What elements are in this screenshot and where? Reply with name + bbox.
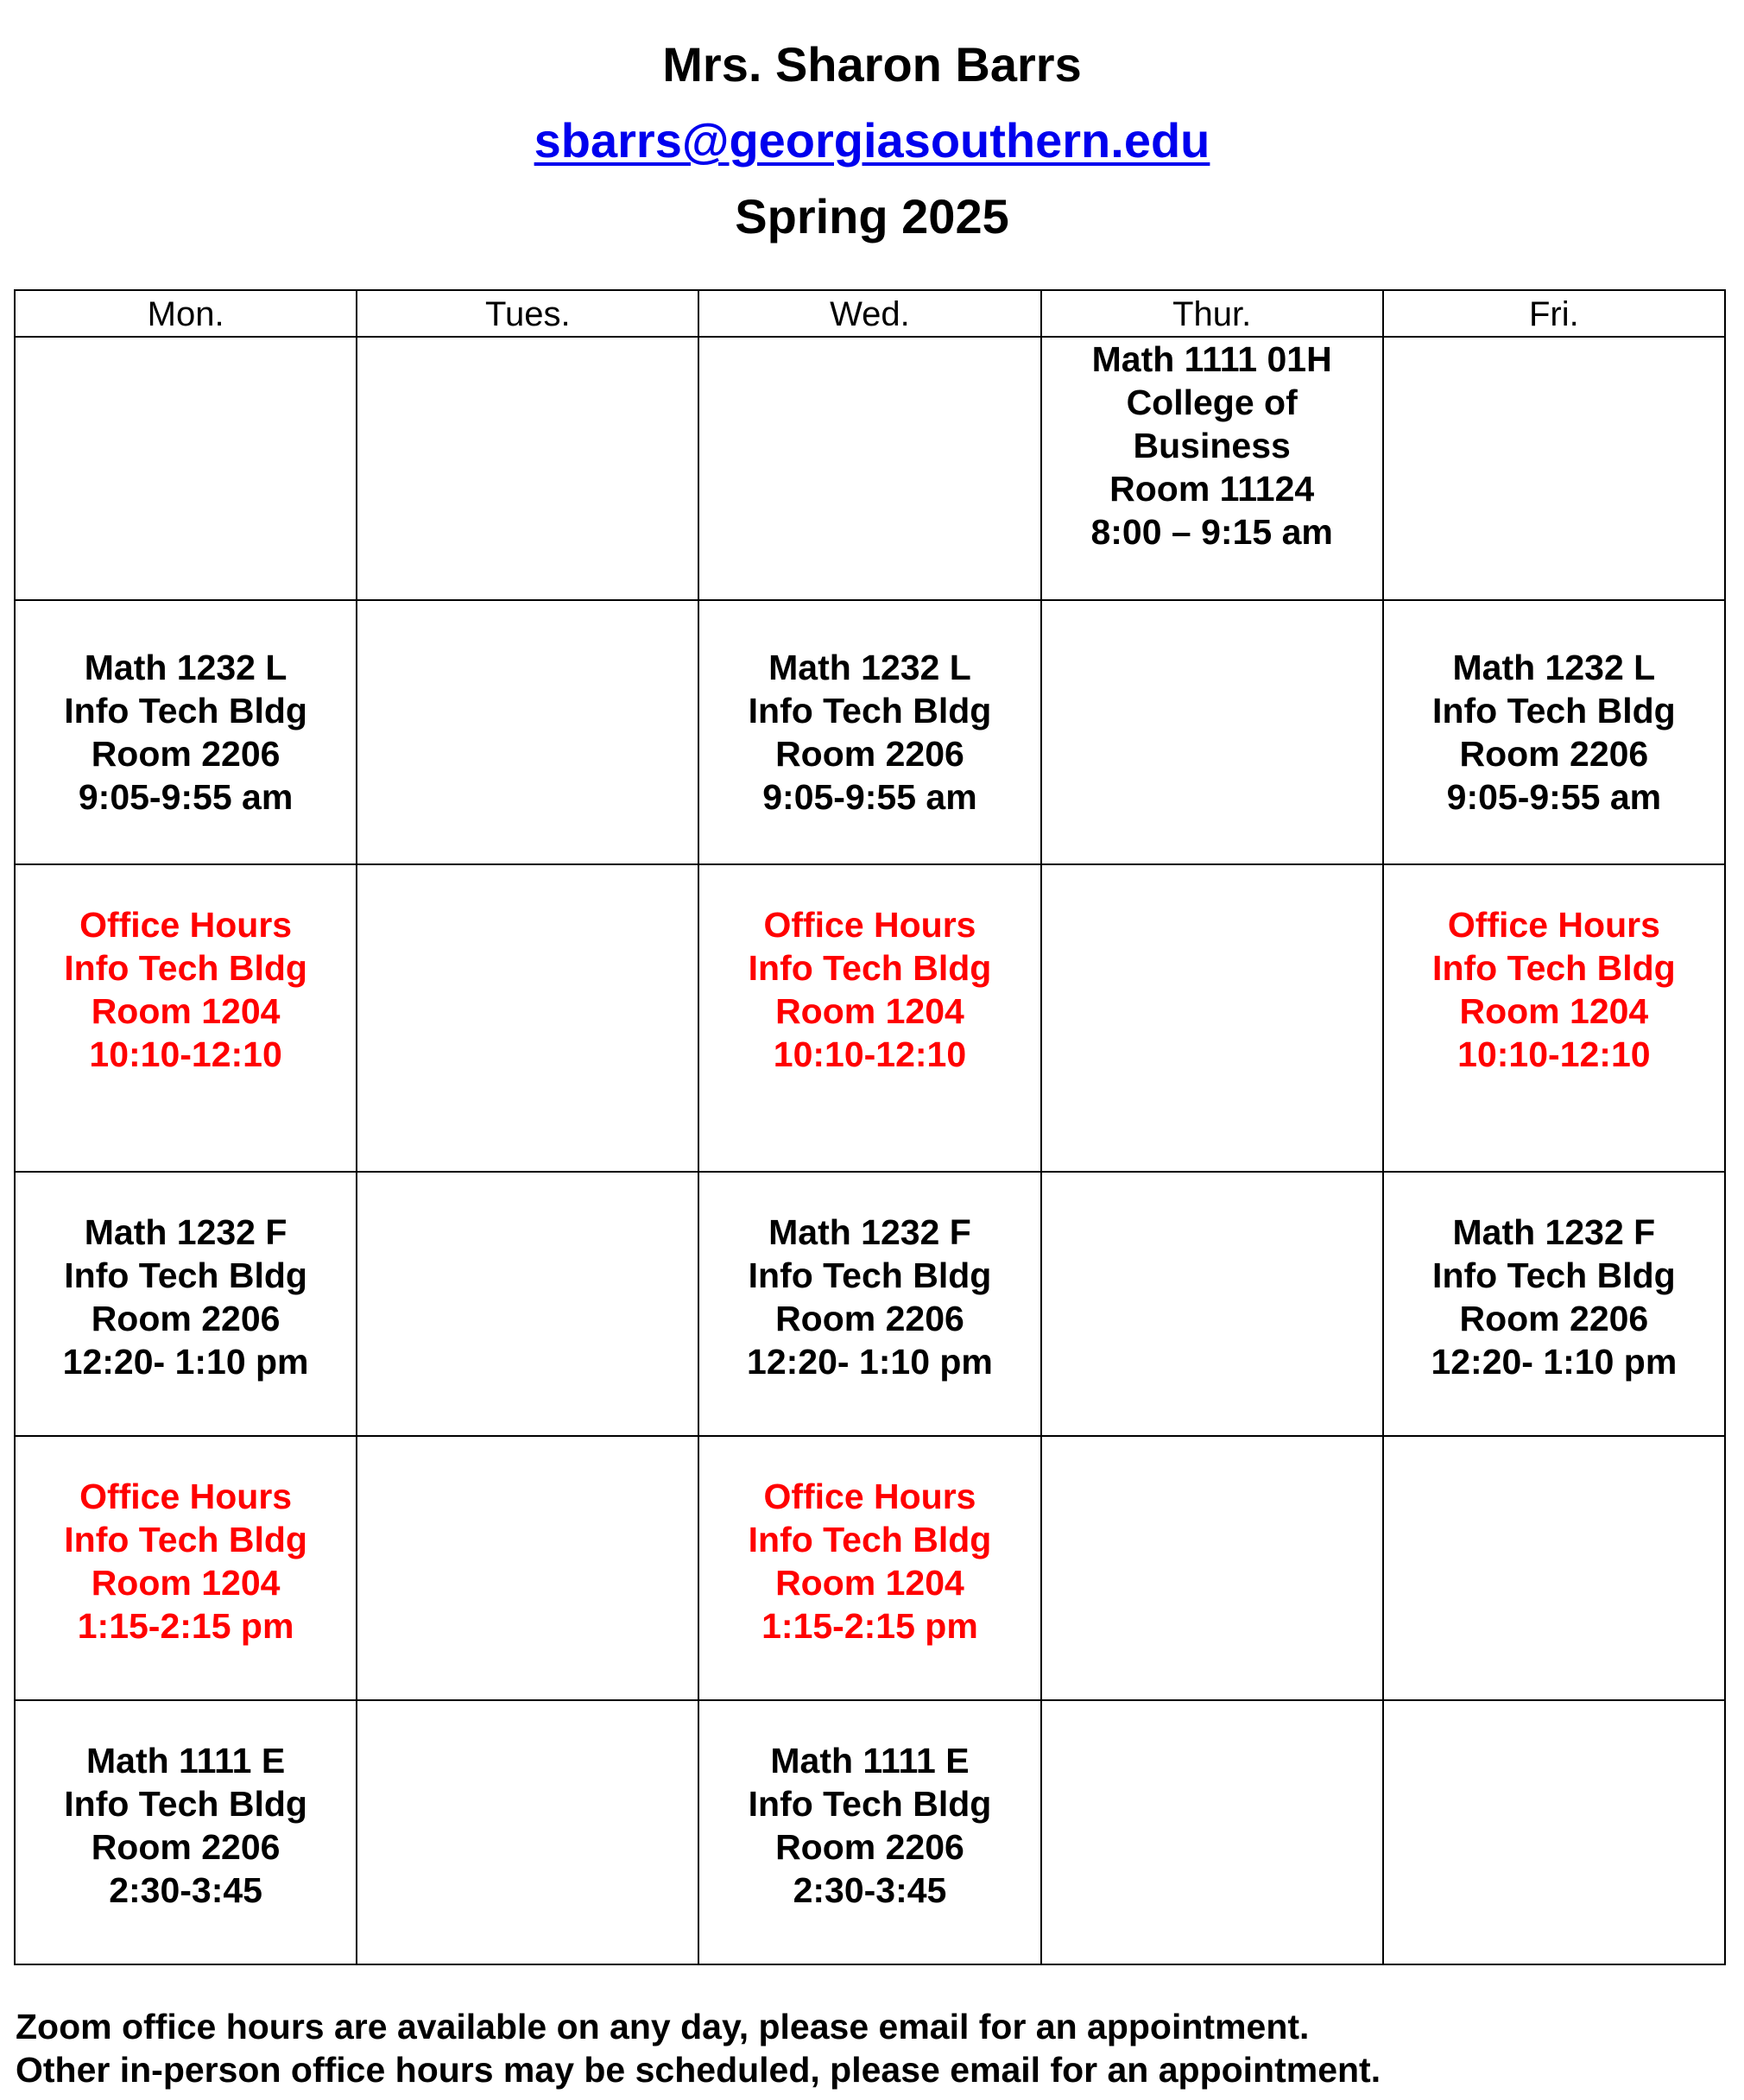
schedule-cell-fri <box>1383 864 1725 1172</box>
cell-line: Room 2206 <box>775 734 964 774</box>
cell-line: 2:30-3:45 <box>109 1870 262 1910</box>
cell-line: 9:05-9:55 am <box>762 777 977 817</box>
day-header-mon: Mon. <box>15 290 357 337</box>
instructor-name: Mrs. Sharon Barrs <box>662 37 1082 92</box>
schedule-cell-thur <box>1041 864 1383 1172</box>
cell-line: 10:10-12:10 <box>89 1034 282 1074</box>
cell-line: Info Tech Bldg <box>748 1784 992 1824</box>
class-block <box>1384 646 1724 819</box>
in-person-note: Other in-person office hours may be scheduled, please email for an appointment. <box>16 2050 1381 2090</box>
cell-line: 12:20- 1:10 pm <box>1431 1342 1678 1382</box>
cell-line: Business <box>1133 426 1291 465</box>
cell-line: 9:05-9:55 am <box>1446 777 1662 817</box>
schedule-cell-mon <box>15 1700 357 1964</box>
class-block <box>1042 338 1382 553</box>
cell-line: Room 2206 <box>775 1299 964 1338</box>
cell-line: Math 1232 L <box>1452 648 1656 687</box>
class-block <box>699 646 1039 819</box>
cell-line: 2:30-3:45 <box>793 1870 947 1910</box>
office-hours-block <box>699 865 1039 1076</box>
schedule-cell-fri <box>1383 337 1725 600</box>
cell-line: Info Tech Bldg <box>748 1520 992 1559</box>
cell-line: Room 1204 <box>91 991 281 1031</box>
cell-line: Room 1204 <box>91 1563 281 1603</box>
schedule-cell-tues <box>357 1700 698 1964</box>
cell-line: Info Tech Bldg <box>1432 691 1676 731</box>
zoom-note: Zoom office hours are available on any day, please email for an appointment. <box>16 2007 1310 2046</box>
cell-line: Math 1232 L <box>768 648 971 687</box>
schedule-cell-tues <box>357 864 698 1172</box>
cell-line: Room 11124 <box>1109 469 1315 509</box>
schedule-row <box>15 1172 1725 1436</box>
schedule-cell-wed <box>698 1172 1040 1436</box>
schedule-cell-tues <box>357 1172 698 1436</box>
cell-line: Office Hours <box>763 1477 976 1516</box>
class-block <box>16 646 356 819</box>
cell-line: Math 1232 F <box>84 1212 288 1252</box>
cell-line: Office Hours <box>79 905 293 945</box>
schedule-cell-wed <box>698 864 1040 1172</box>
schedule-cell-fri <box>1383 1172 1725 1436</box>
cell-line: Room 1204 <box>775 1563 964 1603</box>
instructor-email <box>0 111 1744 171</box>
day-header-wed: Wed. <box>698 290 1040 337</box>
cell-line: Info Tech Bldg <box>1432 1256 1676 1295</box>
class-block <box>1384 1173 1724 1383</box>
schedule-cell-wed <box>698 1436 1040 1700</box>
cell-line: Office Hours <box>763 905 976 945</box>
schedule-cell-thur <box>1041 600 1383 864</box>
cell-line: 9:05-9:55 am <box>78 777 294 817</box>
schedule-cell-wed <box>698 337 1040 600</box>
schedule-cell-tues <box>357 600 698 864</box>
cell-line: Room 2206 <box>1459 734 1649 774</box>
cell-line: 1:15-2:15 pm <box>77 1606 294 1646</box>
schedule-cell-thur <box>1041 337 1383 600</box>
cell-line: 10:10-12:10 <box>773 1034 967 1074</box>
schedule-cell-mon <box>15 1172 357 1436</box>
schedule-row <box>15 337 1725 600</box>
cell-line: Room 2206 <box>1459 1299 1649 1338</box>
cell-line: Room 2206 <box>775 1827 964 1867</box>
schedule-cell-thur <box>1041 1172 1383 1436</box>
class-block <box>699 1173 1039 1383</box>
day-header-fri: Fri. <box>1383 290 1725 337</box>
cell-line: Room 1204 <box>775 991 964 1031</box>
cell-line: College of <box>1126 383 1298 422</box>
cell-line: Info Tech Bldg <box>64 691 307 731</box>
day-header-tues: Tues. <box>357 290 698 337</box>
cell-line: 12:20- 1:10 pm <box>62 1342 309 1382</box>
schedule-cell-wed <box>698 600 1040 864</box>
class-block <box>16 1701 356 1912</box>
cell-line: Math 1232 F <box>1452 1212 1656 1252</box>
schedule-cell-thur <box>1041 1436 1383 1700</box>
cell-line: Office Hours <box>79 1477 293 1516</box>
schedule-cell-fri <box>1383 600 1725 864</box>
office-hours-block <box>16 1437 356 1648</box>
cell-line: Info Tech Bldg <box>748 948 992 988</box>
cell-line: Math 1232 L <box>84 648 288 687</box>
cell-line: Math 1111 E <box>85 1741 286 1781</box>
day-header-row <box>15 290 1725 337</box>
schedule-cell-thur <box>1041 1700 1383 1964</box>
office-hours-block <box>16 865 356 1076</box>
cell-line: Room 2206 <box>91 1299 281 1338</box>
cell-line: Info Tech Bldg <box>64 1256 307 1295</box>
office-hours-block <box>1384 865 1724 1076</box>
email-link[interactable]: sbarrs@georgiasouthern.edu <box>534 113 1210 168</box>
cell-line: Math 1111 01H <box>1091 339 1332 379</box>
cell-line: Room 1204 <box>1459 991 1649 1031</box>
class-block <box>699 1701 1039 1912</box>
schedule-cell-tues <box>357 1436 698 1700</box>
cell-line: Office Hours <box>1447 905 1660 945</box>
schedule-row <box>15 600 1725 864</box>
schedule-cell-mon <box>15 600 357 864</box>
schedule-row <box>15 864 1725 1172</box>
cell-line: Info Tech Bldg <box>748 1256 992 1295</box>
cell-line: Info Tech Bldg <box>64 1520 307 1559</box>
class-block <box>16 1173 356 1383</box>
schedule-row <box>15 1436 1725 1700</box>
cell-line: Math 1232 F <box>768 1212 971 1252</box>
cell-line: Info Tech Bldg <box>64 1784 307 1824</box>
term-title: Spring 2025 <box>735 189 1009 244</box>
day-header-thur: Thur. <box>1041 290 1383 337</box>
cell-line: Room 2206 <box>91 734 281 774</box>
schedule-cell-mon <box>15 1436 357 1700</box>
cell-line: 1:15-2:15 pm <box>761 1606 978 1646</box>
schedule-cell-fri <box>1383 1436 1725 1700</box>
schedule-cell-mon <box>15 337 357 600</box>
cell-line: 12:20- 1:10 pm <box>747 1342 993 1382</box>
cell-line: Math 1111 E <box>770 1741 970 1781</box>
weekly-schedule-table <box>14 289 1726 1965</box>
cell-line: 8:00 – 9:15 am <box>1090 512 1333 552</box>
cell-line: Info Tech Bldg <box>64 948 307 988</box>
schedule-cell-tues <box>357 337 698 600</box>
schedule-cell-fri <box>1383 1700 1725 1964</box>
schedule-row <box>15 1700 1725 1964</box>
cell-line: Room 2206 <box>91 1827 281 1867</box>
cell-line: Info Tech Bldg <box>1432 948 1676 988</box>
footer-notes <box>16 2005 1381 2091</box>
schedule-cell-mon <box>15 864 357 1172</box>
cell-line: 10:10-12:10 <box>1457 1034 1651 1074</box>
office-hours-block <box>699 1437 1039 1648</box>
cell-line: Info Tech Bldg <box>748 691 992 731</box>
schedule-cell-wed <box>698 1700 1040 1964</box>
